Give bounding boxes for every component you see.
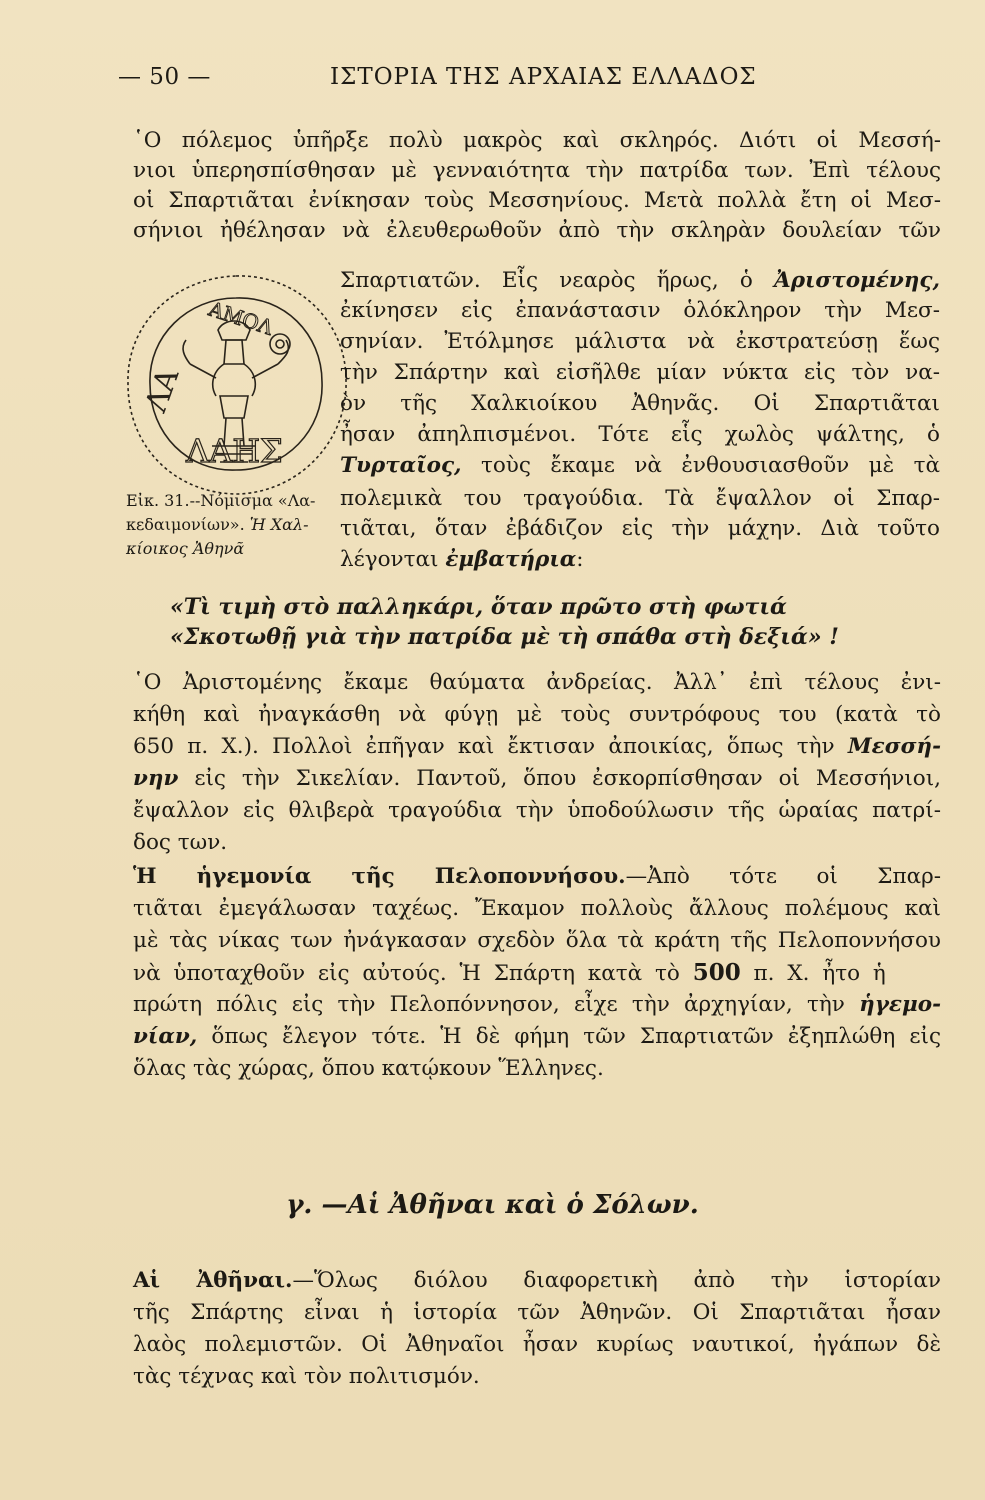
text-line: ῾Ο πόλεμος ὑπῆρξε πολὺ μακρὸς καὶ σκληρός. Διότι οἱ Μεσσή-	[133, 128, 941, 153]
year-500: 500	[692, 959, 741, 986]
text-line: σήνιοι ἠθέλησαν νὰ ἐλευθερωθοῦν ἀπὸ τὴν σκληρὰν δουλείαν τῶν	[133, 218, 941, 243]
text-line: ἦσαν ἀπηλπισμένοι. Τότε εἷς χωλὸς ψάλτης, ὁ	[340, 422, 940, 447]
text-line: νην εἰς τὴν Σικελίαν. Παντοῦ, ὅπου ἐσκορπίσθησαν οἱ Μεσσήνιοι,	[133, 766, 941, 791]
text-line: δος των.	[133, 830, 228, 855]
text-line: νὰ ὑποταχθοῦν εἰς αὐτούς. Ἡ Σπάρτη κατὰ τὸ 500 π. Χ. ἦτο ἡ	[133, 959, 886, 986]
text-line: λέγονται ἐμβατήρια:	[340, 547, 584, 572]
coin-legend-bottom: ΛΑΗΣ	[186, 432, 283, 470]
text-line: πολεμικὰ του τραγούδια. Τὰ ἔψαλλον οἱ Σπαρ-	[340, 486, 940, 511]
text-line: ὸν τῆς Χαλκιοίκου Ἀθηνᾶς. Οἱ Σπαρτιᾶται	[340, 391, 940, 416]
text-line: Τυρταῖος, τοὺς ἔκαμε νὰ ἐνθουσιασθοῦν μὲ τὰ	[340, 453, 940, 478]
text-line: πρώτη πόλις εἰς τὴν Πελοπόννησον, εἶχε τὴν ἀρχηγίαν, τὴν ἡγεμο-	[133, 992, 941, 1017]
poem-line: «Τὶ τιμὴ στὸ παλληκάρι, ὅταν πρῶτο στὴ φωτιά	[170, 594, 787, 620]
text-line: κήθη καὶ ἠναγκάσθη νὰ φύγῃ μὲ τοὺς συντρόφους του (κατὰ τὸ	[133, 702, 941, 727]
subsection-heading: Αἱ Ἀθῆναι.	[133, 1268, 293, 1293]
text-line: τιᾶται, ὅταν ἐβάδιζον εἰς τὴν μάχην. Διὰ τοῦτο	[340, 516, 940, 541]
text-line: νιοι ὑπερησπίσθησαν μὲ γενναιότητα τὴν πατρίδα των. Ἐπὶ τέλους	[133, 158, 941, 183]
text-line: τῆς Σπάρτης εἶναι ἡ ἱστορία τῶν Ἀθηνῶν. Οἱ Σπαρτιᾶται ἦσαν	[133, 1300, 941, 1325]
figure-caption-line: κίοικος Ἀθηνᾶ	[126, 539, 245, 558]
text-line: ὅλας τὰς χώρας, ὅπου κατῴκουν Ἕλληνες.	[133, 1056, 604, 1081]
text-line: ῾Ο Ἀριστομένης ἔκαμε θαύματα ἀνδρείας. Ἀλλ᾽ ἐπὶ τέλους ἐνι-	[133, 670, 941, 695]
name-tyrtaios: Τυρταῖος,	[340, 453, 462, 478]
term-emvatiria: ἐμβατήρια	[445, 547, 577, 572]
name-aristomenes: Ἀριστομένης,	[774, 268, 940, 293]
text-line: Ἡ ἡγεμονία τῆς Πελοποννήσου.—Ἀπὸ τότε οἱ Σπαρ-	[133, 864, 942, 889]
coin-illustration	[120, 268, 352, 500]
figure-caption-line: κεδαιμονίων». Ἡ Χαλ-	[126, 515, 309, 534]
coin-drawing	[120, 268, 352, 500]
running-title: ΙΣΤΟΡΙΑ ΤΗΣ ΑΡΧΑΙΑΣ ΕΛΛΑΔΟΣ	[330, 64, 757, 90]
text-line: τιᾶται ἐμεγάλωσαν ταχέως. Ἔκαμον πολλοὺς ἄλλους πολέμους καὶ	[133, 896, 941, 921]
text-line: νίαν, ὅπως ἔλεγον τότε. Ἡ δὲ φήμη τῶν Σπαρτιατῶν ἐξηπλώθη εἰς	[133, 1024, 941, 1049]
poem-line: «Σκοτωθῇ γιὰ τὴν πατρίδα μὲ τὴ σπάθα στὴ δεξιά» !	[170, 624, 839, 650]
figure-caption-line: Εἰκ. 31.--Νόμισμα «Λα-	[126, 491, 316, 510]
text-line: ἔψαλλον εἰς θλιβερὰ τραγούδια τὴν ὑποδούλωσιν τῆς ὡραίας πατρί-	[133, 798, 941, 823]
text-line: Σπαρτιατῶν. Εἷς νεαρὸς ἥρως, ὁ Ἀριστομένης,	[340, 268, 940, 293]
text-line: τὴν Σπάρτην καὶ εἰσῆλθε μίαν νύκτα εἰς τὸν να-	[340, 360, 940, 385]
text-line: ἐκίνησεν εἰς ἐπανάστασιν ὁλόκληρον τὴν Μεσ-	[340, 298, 940, 323]
text-line: τὰς τέχνας καὶ τὸν πολιτισμόν.	[133, 1364, 480, 1389]
running-header	[118, 64, 908, 98]
text-line: Αἱ Ἀθῆναι.—Ὅλως διόλου διαφορετικὴ ἀπὸ τὴν ἱστορίαν	[133, 1268, 942, 1293]
page-number: — 50 —	[118, 64, 211, 90]
coin-legend-left: ΛΑ	[138, 364, 187, 417]
subsection-heading: Ἡ ἡγεμονία τῆς Πελοποννήσου.	[133, 864, 626, 889]
coin-legend-top: ΑΜΟΛ	[205, 296, 276, 340]
text-line: 650 π. Χ.). Πολλοὶ ἐπῆγαν καὶ ἔκτισαν ἀποικίας, ὅπως τὴν Μεσσή-	[133, 734, 941, 759]
text-line: λαὸς πολεμιστῶν. Οἱ Ἀθηναῖοι ἦσαν κυρίως ναυτικοί, ἠγάπων δὲ	[133, 1332, 941, 1357]
text-line: οἱ Σπαρτιᾶται ἐνίκησαν τοὺς Μεσσηνίους. Μετὰ πολλὰ ἔτη οἱ Μεσ-	[133, 188, 941, 213]
text-line: μὲ τὰς νίκας των ἠνάγκασαν σχεδὸν ὅλα τὰ κράτη τῆς Πελοποννήσου	[133, 928, 941, 953]
text-line: σηνίαν. Ἐτόλμησε μάλιστα νὰ ἐκστρατεύσῃ ἕως	[340, 329, 940, 354]
section-heading: γ. —Αἱ Ἀθῆναι καὶ ὁ Σόλων.	[286, 1190, 699, 1220]
place-messini: Μεσσή-	[847, 734, 941, 759]
